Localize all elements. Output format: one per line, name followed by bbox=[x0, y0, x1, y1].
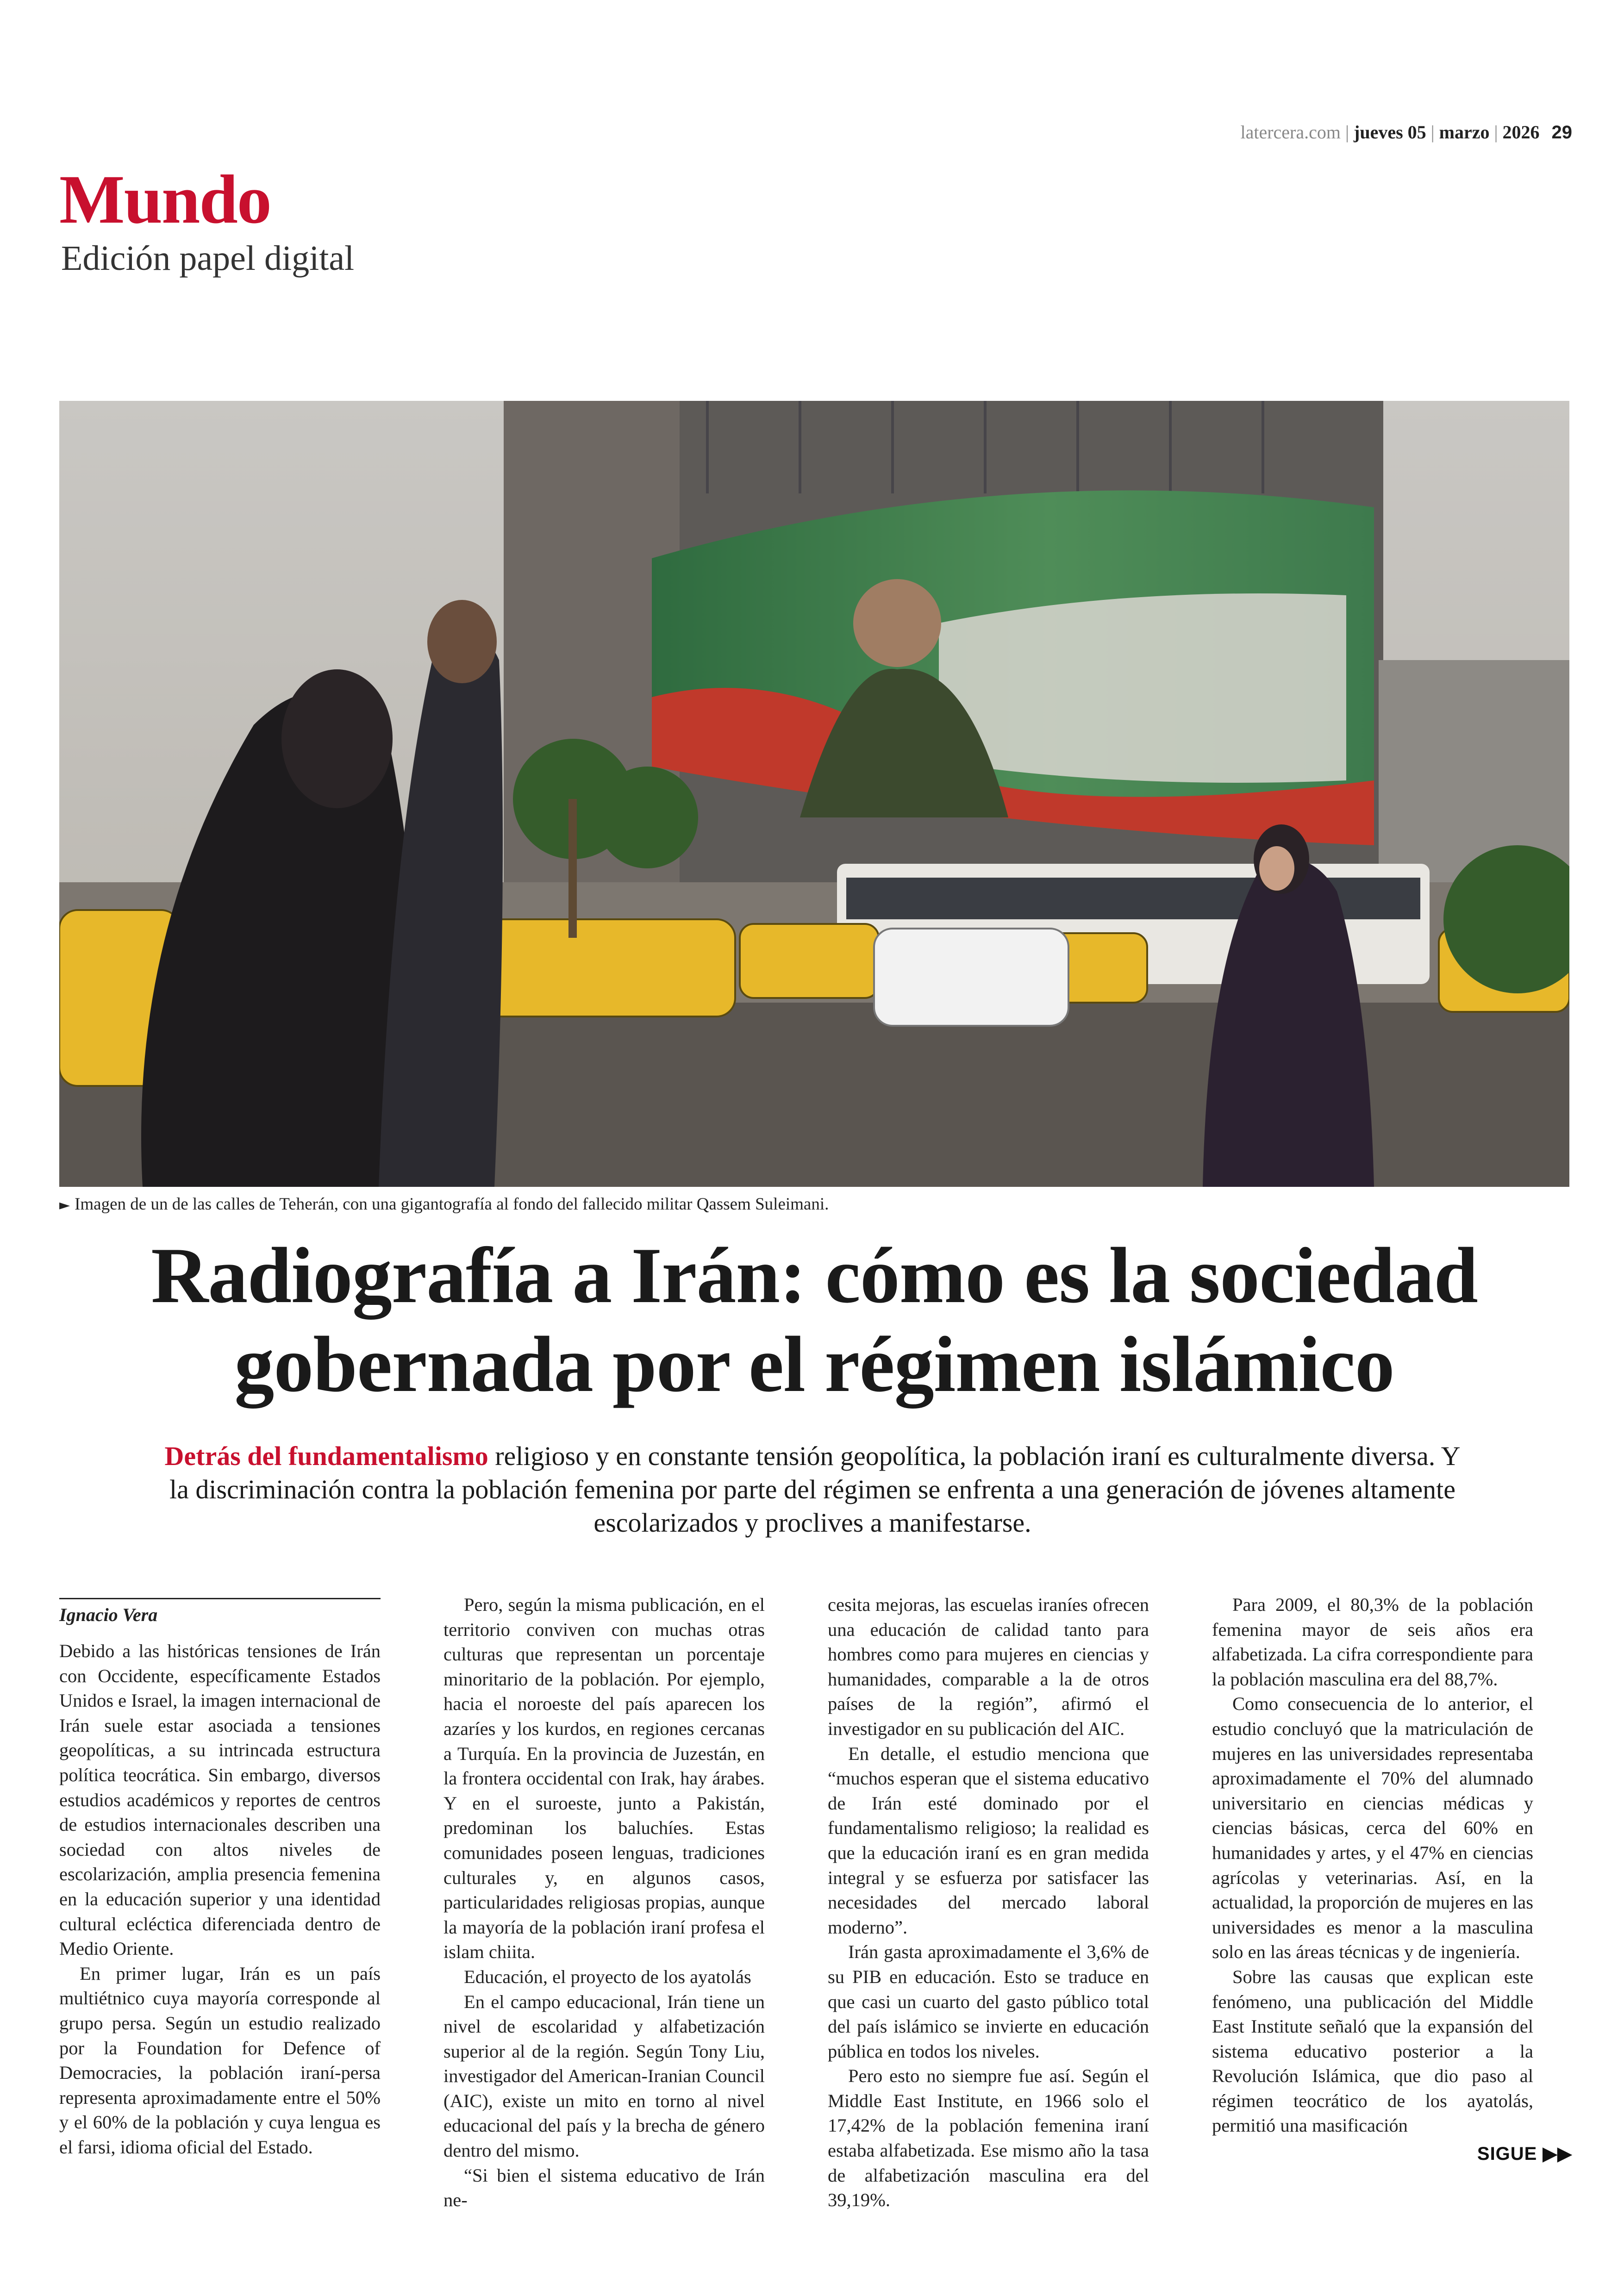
article-column-3 bbox=[828, 1592, 1149, 2213]
caption-text: Imagen de un de las calles de Teherán, con una gigantografía al fondo del fallecido militar Qassem Suleimani. bbox=[75, 1195, 829, 1214]
paragraph: En detalle, el estudio menciona que “muchos esperan que el sistema educativo de Irán esté dominado por el fundamentalismo religioso; la realidad es que la educación iraní es en gran medida integral y se esfuerza por satisfacer las necesidades del mercado laboral moderno”. bbox=[828, 1743, 1149, 1938]
headline-line-1: Radiografía a Irán: cómo es la sociedad bbox=[151, 1232, 1478, 1320]
header-day: jueves 05 bbox=[1354, 122, 1426, 143]
section-subhead: Educación, el proyecto de los ayatolás bbox=[464, 1966, 751, 1987]
paragraph: Sobre las causas que explican este fenómeno, una publicación del Middle East Institute señaló que la expansión del sistema educativo posterior a la Revolución Islámica, que dio paso al régimen teocrático de los ayatolás, permitió una masificación bbox=[1212, 1966, 1533, 2136]
paragraph: Para 2009, el 80,3% de la población femenina mayor de seis años era alfabetizada. La cifra correspondiente para la población masculina era del 88,7%. bbox=[1212, 1594, 1533, 1690]
caption-arrow-icon: ► bbox=[59, 1197, 70, 1213]
continue-link[interactable]: SIGUE ▶▶ bbox=[1477, 2144, 1572, 2164]
article-lead bbox=[153, 1440, 1472, 1540]
page-number: 29 bbox=[1551, 122, 1572, 143]
paragraph: Irán gasta aproximadamente el 3,6% de su PIB en educación. Esto se traduce en que casi un cuarto del gasto público total del país islámico se invierte en educación pública en todos los niveles. bbox=[828, 1941, 1149, 2062]
page-header-meta: latercera.com | jueves 05 | marzo | 2026 29 bbox=[1240, 122, 1572, 143]
lead-text: religioso y en constante tensión geopolítica, la población iraní es culturalmente diversa. Y la discriminación contra la población femenina por parte del régimen se enfrenta a una generación de jóvenes altamente escolarizados y proclives a manifestarse. bbox=[169, 1441, 1461, 1538]
byline-block bbox=[59, 1598, 381, 1626]
section-title: Mundo bbox=[59, 161, 271, 238]
headline-line-2: gobernada por el régimen islámico bbox=[234, 1321, 1394, 1409]
paragraph: En el campo educacional, Irán tiene un nivel de escolaridad y alfabetización superior al de la región. Según Tony Liu, investigador del American-Iranian Council (AIC), existe un mito en torno al nivel educacional del país y la brecha de género dentro del mismo. bbox=[443, 1991, 765, 2161]
header-month: marzo bbox=[1439, 122, 1490, 143]
article-column-4 bbox=[1212, 1592, 1533, 2138]
byline-author: Ignacio Vera bbox=[59, 1604, 158, 1625]
paragraph: Como consecuencia de lo anterior, el estudio concluyó que la matriculación de mujeres en las universidades representaba aproximadamente el 70% del alumnado universitario en ciencias médicas y ciencias básicas, cerca del 60% en humanidades y artes, y el 47% en ciencias agrícolas y veterinarias. Así, en la actualidad, la proporción de mujeres en las universidades es menor a la masculina solo en las áreas técnicas y de ingeniería. bbox=[1212, 1693, 1533, 1963]
paragraph: Pero, según la misma publicación, en el territorio conviven con muchas otras culturas que representan un porcentaje minoritario de la población. Por ejemplo, hacia el noroeste del país aparecen los azaríes y los kurdos, en regiones cercanas a Turquía. En la provincia de Juzestán, en la frontera occidental con Irak, hay árabes. Y en el suroeste, junto a Pakistán, predominan los baluchíes. Estas comunidades poseen lenguas, tradiciones culturales y, en algunos casos, particularidades religiosas propias, aunque la mayoría de la población iraní profesa el islam chiita. bbox=[443, 1594, 765, 1963]
article-photo bbox=[59, 401, 1569, 1187]
header-year: 2026 bbox=[1502, 122, 1540, 143]
paragraph: Pero esto no siempre fue así. Según el Middle East Institute, en 1966 solo el 17,42% de la población femenina iraní estaba alfabetizada. Ese mismo año la tasa de alfabetización masculina era del 39,19%. bbox=[828, 2065, 1149, 2211]
photo-caption bbox=[59, 1194, 829, 1214]
article-column-2 bbox=[443, 1592, 765, 2213]
article-column-1 bbox=[59, 1639, 381, 2159]
tehran-street-photo bbox=[59, 401, 1569, 1187]
site-name[interactable]: latercera.com bbox=[1240, 122, 1341, 143]
paragraph: En primer lugar, Irán es un país multiétnico cuya mayoría corresponde al grupo persa. Según un estudio realizado por la Foundation for Defence of Democracies, la población iraní-persa representa aproximadamente entre el 50% y el 60% de la población y cuya lengua es el farsi, idioma oficial del Estado. bbox=[59, 1963, 381, 2158]
lead-highlight: Detrás del fundamentalismo bbox=[164, 1441, 488, 1471]
article-headline bbox=[59, 1231, 1569, 1409]
paragraph: “Si bien el sistema educativo de Irán ne- bbox=[443, 2164, 765, 2211]
paragraph: cesita mejoras, las escuelas iraníes ofrecen una educación de calidad tanto para hombres como para mujeres en ciencias y humanidades, comparable a la de otros países de la región”, afirmó el investigador en su publicación del AIC. bbox=[828, 1594, 1149, 1739]
paragraph: Debido a las históricas tensiones de Irán con Occidente, específicamente Estados Unidos e Israel, la imagen internacional de Irán suele estar asociada a tensiones geopolíticas, a su intrincada estructura política teocrática. Sin embargo, diversos estudios académicos y reportes de centros de estudios internacionales describen una sociedad con altos niveles de escolarización, amplia presencia femenina en la educación superior y una identidad cultural ecléctica diferenciada dentro de Medio Oriente. bbox=[59, 1640, 381, 1959]
edition-label: Edición papel digital bbox=[61, 239, 355, 278]
